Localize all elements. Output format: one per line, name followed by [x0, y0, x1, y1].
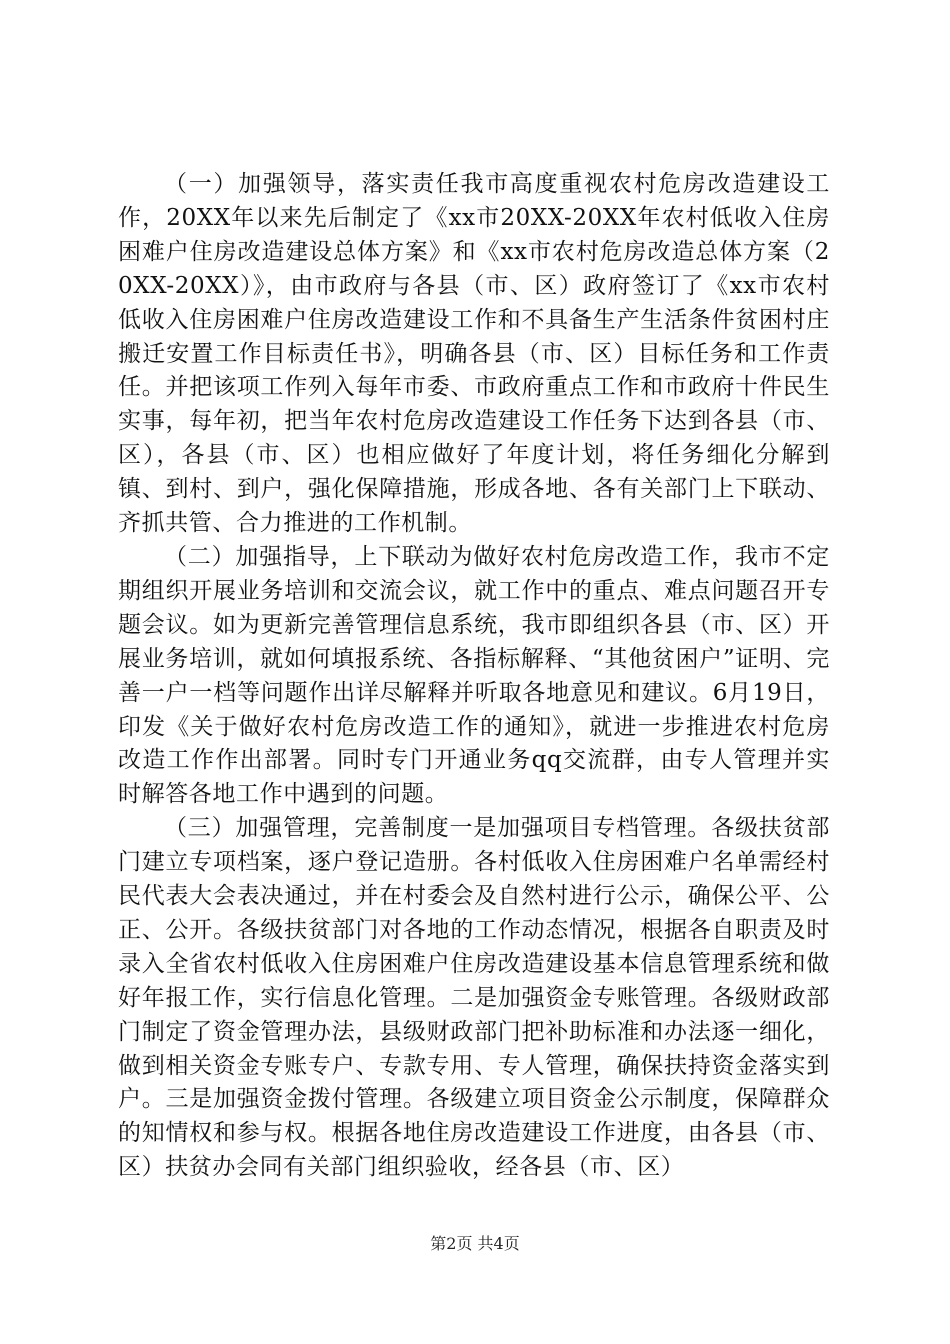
paragraph-3: （三）加强管理，完善制度一是加强项目专档管理。各级扶贫部门建立专项档案，逐户登记造册。各村低收入住房困难户名单需经村民代表大会表决通过，并在村委会及自然村进行公示，确保公平、公正、公开。各级扶贫部门对各地的工作动态情况，根据各自职责及时录入全省农村低收入住房困难户住房改造建设基本信息管理系统和做好年报工作，实行信息化管理。二是加强资金专账管理。各级财政部门制定了资金管理办法，县级财政部门把补助标准和办法逐一细化，做到相关资金专账专户、专款专用、专人管理，确保扶持资金落实到户。三是加强资金拨付管理。各级建立项目资金公示制度，保障群众的知情权和参与权。根据各地住房改造建设工作进度，由各县（市、区）扶贫办会同有关部门组织验收，经各县（市、区）	[118, 815, 830, 1181]
paragraph-1: （一）加强领导，落实责任我市高度重视农村危房改造建设工作，20XX年以来先后制定了《xx市20XX-20XX年农村低收入住房困难户住房改造建设总体方案》和《xx市农村危房改造总体方案（20XX-20XX）》，由市政府与各县（市、区）政府签订了《xx市农村低收入住房困难户住房改造建设工作和不具备生产生活条件贫困村庄搬迁安置工作目标责任书》，明确各县（市、区）目标任务和工作责任。并把该项工作列入每年市委、市政府重点工作和市政府十件民生实事，每年初，把当年农村危房改造建设工作任务下达到各县（市、区），各县（市、区）也相应做好了年度计划，将任务细化分解到镇、到村、到户，强化保障措施，形成各地、各有关部门上下联动、齐抓共管、合力推进的工作机制。	[118, 171, 830, 537]
page-number-footer: 第2页 共4页	[430, 1234, 520, 1253]
document-body	[118, 168, 830, 1185]
paragraph-2: （二）加强指导，上下联动为做好农村危房改造工作，我市不定期组织开展业务培训和交流会议，就工作中的重点、难点问题召开专题会议。如为更新完善管理信息系统，我市即组织各县（市、区）开展业务培训，就如何填报系统、各指标解释、“其他贫困户”证明、完善一户一档等问题作出详尽解释并听取各地意见和建议。6月19日，印发《关于做好农村危房改造工作的通知》，就进一步推进农村危房改造工作作出部署。同时专门开通业务qq交流群，由专人管理并实时解答各地工作中遇到的问题。	[118, 543, 830, 808]
